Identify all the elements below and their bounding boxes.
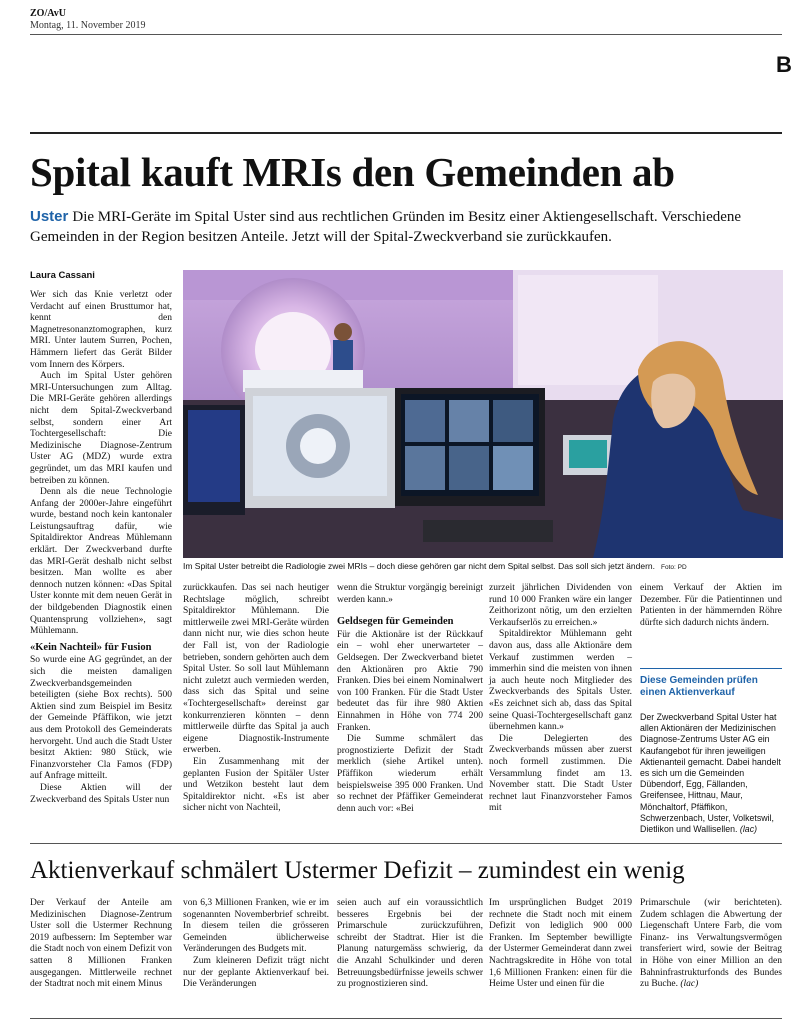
lead-text: Die MRI-Geräte im Spital Uster sind aus rechtlichen Gründen im Besitz einer Aktiengesellschaft. Verschiedene Gemeinden in der Region besitzen Anteile. Jetzt will der Spital-Zweckverband sie zurückkaufen. [30,209,742,245]
paragraph: zurückkaufen. Das sei nach heutiger Rechtslage möglich, schreibt Spitaldirektor Mühlemann. Die mittlerweile zwei MRI-Geräte würden dann nicht nur, wie dies schon heute der Fall ist, von der Radiologie betrieben, sondern gehörten auch dem Spital Uster. So soll laut Mühlemann nicht zuletzt auch vermieden werden, dass sich das Spital und seine «Tochtergesellschaft» dereinst gar konkurrenzieren könnten – denn mittlerweile dürfte das Spital ja auch eigene Diagnostik-Instrumente erwerben. [183,583,329,756]
paragraph: von 6,3 Millionen Franken, wie er im sogenannten Novemberbrief schreibt. In diesem teilen die grösseren Gemeinden üblicherweise Veränderungen des Budgets mit. [183,898,329,955]
caption-text: Im Spital Uster betreibt die Radiologie zwei MRIs – doch diese gehören gar nicht dem Spital selbst. Das soll sich jetzt ändern. [183,561,655,571]
article-lead [30,207,782,247]
paragraph: Spitaldirektor Mühlemann geht davon aus, dass alle Aktionäre dem Verkauf zustimmen werden – immerhin sind die meisten von ihnen ja auch heute noch Mitglieder des Zweckverbands des Spitals Uster. «Es zeichnet sich ab, dass das Spital seine Quasi-Tochtergesellschaft ganz übernehmen kann.» [489,629,632,733]
paragraph: zurzeit jährlichen Dividenden von rund 10 000 Franken wäre ein langer Zeithorizont nötig, um den erzielten Verkaufserlös zu erreichen.» [489,583,632,628]
header-divider [30,34,782,35]
paragraph: Diese Aktien will der Zweckverband des Spitals Uster nun [30,782,172,805]
paragraph: Denn als die neue Technologie Anfang der 2000er-Jahre eingeführt wurde, bestand noch kein kantonaler Leistungsauftrag dafür, wie Spitaldirektor Andreas Mühlemann erklärt. Der Zweckverband durfte das MRI-Gerät deshalb nicht selbst besitzen. Man wollte es aber dennoch nutzen können: «Das Spital Uster konnte mit dem neuen Gerät in der bildgebenden Diagnostik einen Quantensprung vollziehen», sagt Mühlemann. [30,487,172,637]
article-top-rule [30,132,782,134]
article2-column-1 [30,898,172,991]
infobox-title: Diese Gemeinden prüfen einen Aktienverkauf [640,675,758,698]
paragraph: Zum kleineren Defizit trägt nicht nur der geplante Aktienverkauf bei. Die Veränderungen [183,955,329,990]
author-byline: Laura Cassani [30,270,95,281]
page-corner-letter: B [776,52,792,77]
article-column-2 [183,583,329,815]
article2-column-4 [489,898,632,991]
paragraph: einem Verkauf der Aktien im Dezember. Für die Patientinnen und Patienten in der hämmernden Röhre dürfte sich dadurch nichts ändern. [640,583,782,628]
article2-column-5 [640,898,782,991]
paragraph: Wer sich das Knie verletzt oder Verdacht auf einen Brusttumor hat, kennt den Magnetresonanztomographen, kurz MRI. Unter lautem Surren, Pochen, Hämmern liefert das Gerät Bilder vom Innern des Körpers. [30,290,172,370]
issue-date: Montag, 11. November 2019 [30,20,146,31]
article2-headline: Aktienverkauf schmälert Ustermer Defizit – zumindest ein wenig [30,857,685,884]
lead-keyword: Uster [30,208,69,225]
subheading: «Kein Nachteil» für Fusion [30,641,152,653]
article-headline: Spital kauft MRIs den Gemeinden ab [30,149,675,195]
paragraph: Die Delegierten des Zweckverbands müssen aber zuerst noch formell zustimmen. Die Versammlung findet am 13. November statt. Die Stadt Uster rechnet laut Finanzvorsteher Famos mit [489,733,632,814]
paragraph [640,898,782,991]
paragraph: wenn die Struktur vorgängig bereinigt werden kann.» [337,583,483,605]
article-column-3 [337,583,483,815]
paragraph: seien auch auf ein voraussichtlich besseres Ergebnis bei der Primarschule zurückzuführen, schreibt der Stadtrat. Hier ist die Planung naturgemäss schwierig, da die Anzahl Schulkinder und deren Betreuungsbedürfnisse jeweils schwer zu prognostizieren sind. [337,898,483,990]
subheading: Geldsegen für Gemeinden [337,616,454,628]
paragraph: Ein Zusammenhang mit der geplanten Fusion der Spitäler Uster und Wetzikon besteht laut dem Spitaldirektor nicht. «Es ist aber sicher nicht von Nachteil, [183,756,329,814]
photo-caption [183,561,783,571]
article-column-5 [640,583,782,629]
article2-top-rule [30,843,782,844]
publication-name: ZO/AvU [30,8,66,19]
article2-column-2 [183,898,329,991]
infobox-text: Der Zweckverband Spital Uster hat allen Aktionären der Medizinischen Diagnose-Zentrums Uster AG ein Kaufangebot für ihren jeweiligen Aktienanteil gemacht. Dabei handelt es sich um die Gemeinden Dübendorf, Egg, Fällanden, Greifensee, Hittnau, Maur, Mönchaltorf, Pfäffikon, Schwerzenbach, Uster, Volketswil, Dietlikon und Wallisellen. [640,712,781,835]
mri-photo [183,270,783,558]
article2-column-3 [337,898,483,991]
paragraph: Im ursprünglichen Budget 2019 rechnete die Stadt noch mit einem Defizit von lediglich 900 000 Franken. Im September bewilligte der Ustermer Gemeinderat dann zwei Nachtragskredite in Höhe von total 1,6 Millionen Franken: einen für die Heime Uster und einen für die [489,898,632,990]
paragraph: Auch im Spital Uster gehören MRI-Untersuchungen zum Alltag. Die MRI-Geräte gehören allerdings nicht dem Spital-Zweckverband selbst, sondern einer Art Tochtergesellschaft: Die Medizinische Diagnose-Zentrum Uster AG (MDZ) wurde extra gegründet, um das MRI kaufen und betreiben zu können. [30,371,172,486]
photo-credit: Foto: PD [660,564,687,571]
page-bottom-rule [30,1018,782,1019]
paragraph: Der Verkauf der Anteile am Medizinischen Diagnose-Zentrum Uster soll die Ustermer Rechnung 2019 aufbessern: Im September war die Stadt noch von einem Defizit von satten 8 Millionen Franken ausgegangen. Mittlerweile rechnet der Stadtrat noch mit einem Minus [30,898,172,990]
paragraph: Für die Aktionäre ist der Rückkauf ein – wohl eher unerwarteter – Geldsegen. Der Zweckverband bietet den Aktionären pro Aktie 790 Franken. Dies bei einem Nominalwert von 100 Franken. Für die Stadt Uster bedeutet das für ihre 980 Aktien Einnahmen in Höhe von 774 200 Franken. [337,629,483,733]
photo-illustration [183,270,783,558]
paragraph-text: Primarschule (wir berichteten). Zudem schlagen die Abwertung der Liegenschaft Untere Farb, die vom Finanz- ins Verwaltungsvermögen transferiert wird, sowie der Beitrag in Höhe von einer Million an den Bahninfrastrukturfonds des Bundes zu Buche. [640,898,782,990]
paragraph: So wurde eine AG gegründet, an der sich die meisten damaligen Zweckverbandsgemeinden beteiligten (siehe Box rechts). 500 Aktien sind zum Beispiel im Besitz der Gemeinde Pfäffikon, wie jetzt aus dem Protokoll des Gemeinderats hervorgeht. Und auch die Stadt Uster besitzt Aktien: 980 Stück, wie Finanzvorsteher Cla Famos (FDP) auf Anfrage mitteilt. [30,655,172,782]
article-column-1 [30,290,172,806]
infobox-body [640,712,782,835]
infobox-rule [640,668,782,669]
paragraph: Die Summe schmälert das prognostizierte Defizit der Stadt merklich (siehe Artikel unten). Pfäffikon wiederum erhält beispielsweise 395 000 Franken. Und so rechnet der Pfäffiker Gemeinderat denn auch vor: «Bei [337,734,483,814]
infobox-signature: (lac) [739,824,758,835]
article2-signature: (lac) [680,979,699,990]
article-column-4 [489,583,632,815]
